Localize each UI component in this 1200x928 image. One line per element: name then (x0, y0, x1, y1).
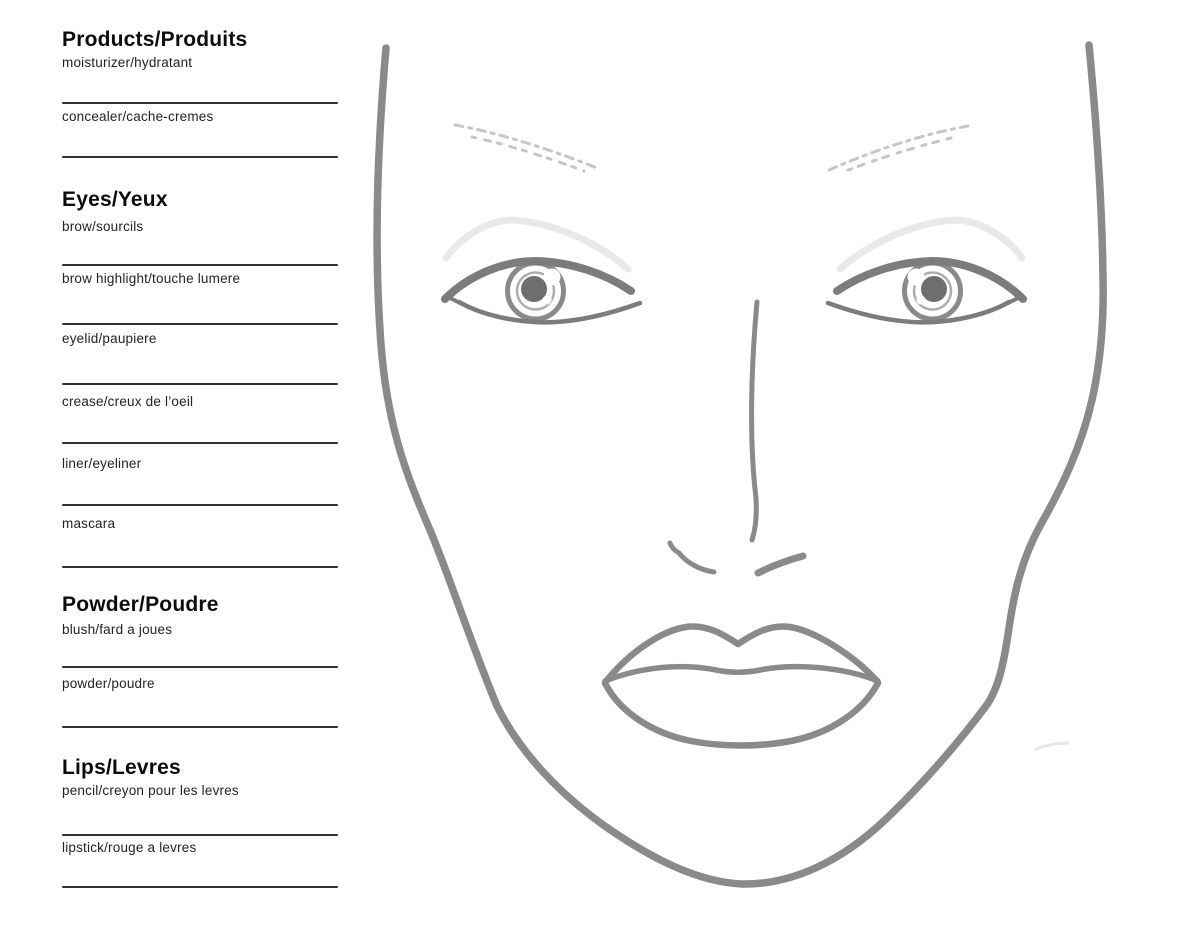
left-hairline-hatch-icon (455, 125, 597, 168)
left-lower-eyelid-tick-icon (450, 298, 460, 303)
field-label-mascara: mascara (62, 516, 116, 531)
mouth-line-icon (605, 667, 878, 681)
section-heading-lips: Lips/Levres (62, 756, 181, 779)
field-label-powder: powder/poudre (62, 676, 155, 691)
lower-lip-icon (605, 683, 878, 746)
field-label-eyelid: eyelid/paupiere (62, 331, 157, 346)
field-label-moisturizer: moisturizer/hydratant (62, 55, 193, 70)
section-heading-products: Products/Produits (62, 28, 248, 51)
right-hairline-hatch-icon (829, 126, 968, 170)
products-form-panel (0, 0, 360, 928)
blank-line-lip-pencil (62, 834, 338, 836)
field-label-brow-highlight: brow highlight/touche lumere (62, 271, 241, 286)
field-label-crease: crease/creux de l’oeil (62, 394, 194, 409)
blank-line-brow-highlight (62, 323, 338, 325)
left-nostril-icon (670, 543, 714, 572)
right-eye-small-highlight-icon (917, 296, 926, 305)
left-eye-small-highlight-icon (543, 296, 552, 305)
face-outline-icon (377, 45, 1103, 884)
field-label-lip-pencil: pencil/creyon pour les levres (62, 783, 239, 798)
section-heading-eyes: Eyes/Yeux (62, 188, 168, 211)
blank-line-crease (62, 442, 338, 444)
blank-line-blush (62, 666, 338, 668)
smudge-mark-icon (1036, 743, 1068, 749)
field-label-concealer: concealer/cache-cremes (62, 109, 214, 124)
blank-line-mascara (62, 566, 338, 568)
field-label-blush: blush/fard a joues (62, 622, 173, 637)
right-eye-highlight-icon (908, 269, 925, 286)
blank-line-concealer (62, 156, 338, 158)
right-lower-eyelid-icon (828, 302, 1009, 322)
blank-line-lipstick (62, 886, 338, 888)
section-heading-powder: Powder/Poudre (62, 593, 219, 616)
right-lower-eyelid-tick-icon (1008, 298, 1018, 303)
field-label-lipstick: lipstick/rouge a levres (62, 840, 197, 855)
blank-line-brow (62, 264, 338, 266)
blank-line-liner (62, 504, 338, 506)
right-nostril-icon (758, 556, 803, 573)
blank-line-moisturizer (62, 102, 338, 104)
field-label-brow: brow/sourcils (62, 219, 144, 234)
blank-line-eyelid (62, 383, 338, 385)
blank-line-powder (62, 726, 338, 728)
face-main-strokes (377, 45, 1103, 884)
field-label-liner: liner/eyeliner (62, 456, 142, 471)
hairline-hatch-group (455, 125, 968, 172)
left-eye-highlight-icon (544, 269, 561, 286)
left-lower-eyelid-icon (459, 302, 640, 322)
nose-line-icon (752, 302, 757, 540)
